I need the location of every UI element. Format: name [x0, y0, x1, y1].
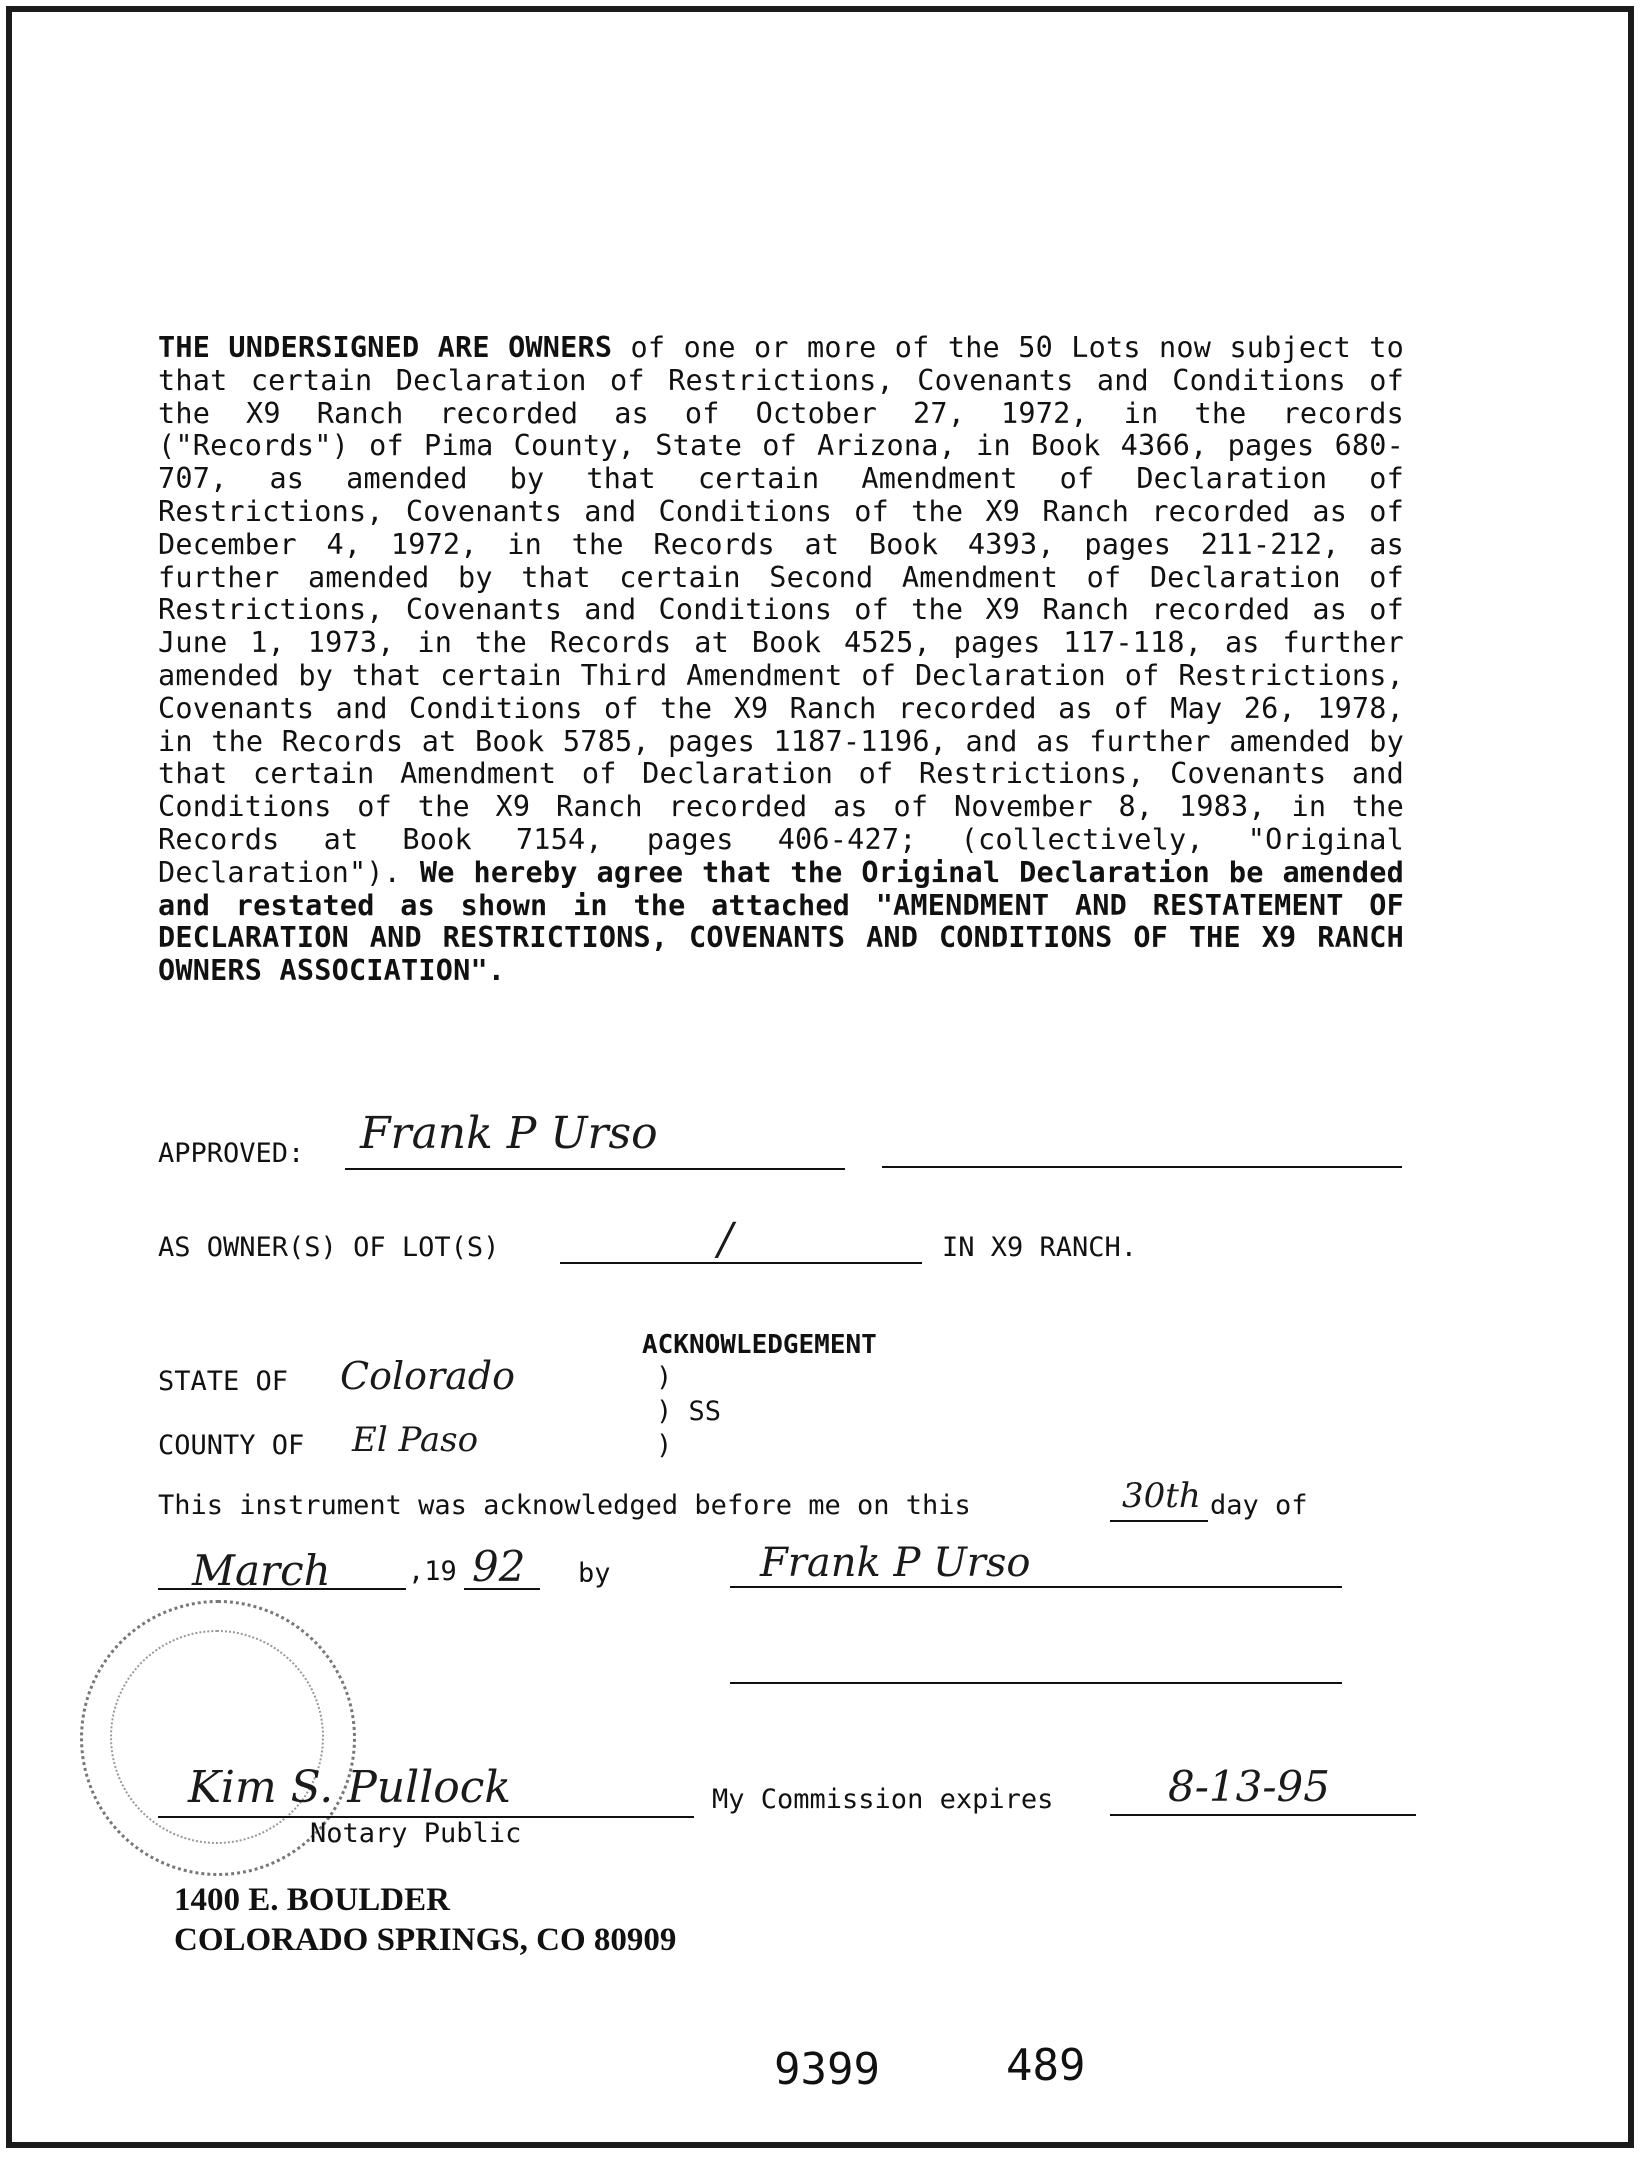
ranch-label: IN X9 RANCH. — [942, 1232, 1138, 1263]
acknowledged-sentence: This instrument was acknowledged before me on this — [158, 1490, 971, 1521]
declaration-paragraph — [158, 332, 1404, 988]
approved-second-line — [882, 1166, 1402, 1168]
owner-signature: Frank P Urso — [360, 1108, 658, 1159]
declaration-lead: THE UNDERSIGNED ARE OWNERS — [158, 331, 613, 364]
acknowledgement-heading: ACKNOWLEDGEMENT — [642, 1330, 877, 1360]
notary-public-label: Notary Public — [310, 1818, 522, 1849]
owner-lot-label: AS OWNER(S) OF LOT(S) — [158, 1232, 500, 1263]
address-line-2: COLORADO SPRINGS, CO 80909 — [174, 1922, 677, 1958]
commission-value: 8-13-95 — [1168, 1762, 1330, 1811]
by-label: by — [578, 1558, 611, 1589]
day-line — [1110, 1520, 1208, 1522]
by-value: Frank P Urso — [760, 1540, 1031, 1586]
address-line-1: 1400 E. BOULDER — [174, 1882, 450, 1918]
month-value: March — [192, 1546, 331, 1595]
commission-line — [1110, 1814, 1416, 1816]
year-value: 92 — [472, 1542, 526, 1591]
county-value: El Paso — [352, 1420, 479, 1460]
record-page-number: 489 — [1006, 2040, 1086, 2091]
declaration-closing: We hereby agree that the Original Declaration be amended and restated as shown in the attached "AMENDMENT AND RESTATEMENT OF DECLARATION AND RESTRICTIONS, COVENANTS AND CONDITIONS OF THE X9 RANCH OWNERS ASSOCIATION". — [158, 855, 1404, 988]
second-by-line — [730, 1682, 1342, 1684]
by-line — [730, 1586, 1342, 1588]
bracket-1: ) — [656, 1362, 673, 1393]
bracket-3: ) — [656, 1430, 673, 1461]
notary-signature: Kim S. Pullock — [188, 1762, 512, 1813]
approved-label: APPROVED: — [158, 1138, 305, 1169]
day-value: 30th — [1122, 1476, 1201, 1516]
commission-label: My Commission expires — [712, 1784, 1054, 1815]
year-prefix: ,19 — [408, 1556, 457, 1587]
address-block — [174, 1880, 676, 1960]
approved-signature-line — [345, 1168, 845, 1170]
declaration-body: of one or more of the 50 Lots now subject to that certain Declaration of Restrictions, Covenants and Conditions of the X9 Ranch recorded as of October 27, 1972, in the records ("Records") of Pima County, State of Arizona, in Book 4366, pages 680-707, as amended by that certain Amendment of Declaration of Restrictions, Covenants and Conditions of the X9 Ranch recorded as of December 4, 1972, in the Records at Book 4393, pages 211-212, as further amended by that certain Second Amendment of Declaration of Restrictions, Covenants and Conditions of the X9 Ranch recorded as of June 1, 1973, in the Records at Book 4525, pages 117-118, as further amended by that certain Third Amendment of Declaration of Restrictions, Covenants and Conditions of the X9 Ranch recorded as of May 26, 1978, in the Records at Book 5785, pages 1187-1196, and as further amended by that certain Amendment of Declaration of Restrictions, Covenants and Conditions of the X9 Ranch recorded as of November 8, 1983, in the Records at Book 7154, pages 406-427; (collectively, "Original Declaration"). — [158, 331, 1404, 889]
bracket-ss: ) SS — [656, 1396, 722, 1427]
lot-value: / — [718, 1214, 733, 1265]
state-value: Colorado — [340, 1354, 516, 1398]
state-label: STATE OF — [158, 1366, 289, 1397]
record-book-number: 9399 — [774, 2044, 880, 2095]
lot-line — [560, 1262, 922, 1264]
county-label: COUNTY OF — [158, 1430, 305, 1461]
day-of-label: day of — [1210, 1490, 1308, 1521]
